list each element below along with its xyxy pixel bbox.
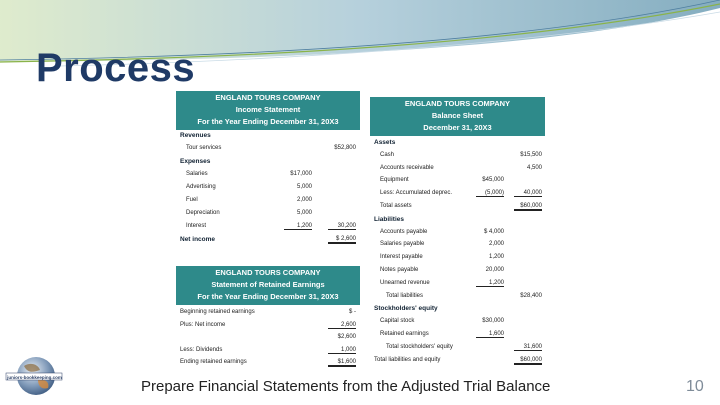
row-label: Equipment xyxy=(380,177,409,184)
row-label: Salaries xyxy=(186,171,208,177)
row-value-inner: 1,600 xyxy=(476,331,504,338)
row-value-total: 1,000 xyxy=(328,347,356,354)
row-value-inner: $30,000 xyxy=(482,318,504,325)
statement-row xyxy=(374,293,542,302)
company-name: ENGLAND TOURS COMPANY xyxy=(215,268,321,277)
retained-earnings-statement xyxy=(176,266,360,372)
row-label: Interest payable xyxy=(380,254,423,261)
statement-period: December 31, 20X3 xyxy=(423,123,492,132)
row-label: Assets xyxy=(374,139,396,146)
row-label: Stockholders' equity xyxy=(374,305,438,313)
statement-row xyxy=(374,241,542,250)
row-label: Less: Accumulated deprec. xyxy=(380,190,453,197)
statement-row xyxy=(374,229,542,238)
balance-sheet-header xyxy=(370,97,545,136)
row-label: Capital stock xyxy=(380,318,415,325)
statement-period: For the Year Ending December 31, 20X3 xyxy=(197,117,339,126)
row-value-total: $1,600 xyxy=(328,359,356,367)
row-value-total: $52,800 xyxy=(334,145,356,151)
statement-row xyxy=(180,359,356,368)
row-label: Revenues xyxy=(180,132,211,139)
statement-row xyxy=(374,331,542,340)
company-name: ENGLAND TOURS COMPANY xyxy=(215,93,321,102)
statement-row xyxy=(374,190,542,199)
statement-row xyxy=(374,152,542,161)
row-label: Cash xyxy=(380,151,395,158)
statement-row xyxy=(180,322,356,331)
row-label: Total stockholders' equity xyxy=(386,343,453,350)
row-value-inner: 5,000 xyxy=(296,184,312,190)
statement-row xyxy=(180,309,356,318)
row-label: Retained earnings xyxy=(380,331,429,337)
row-label: Beginning retained earnings xyxy=(180,309,255,315)
statement-name: Balance Sheet xyxy=(431,111,484,120)
row-value-inner: 1,200 xyxy=(284,223,312,230)
row-value-total: $60,000 xyxy=(514,203,542,211)
row-value-inner: 5,000 xyxy=(296,210,312,216)
income-statement xyxy=(176,91,360,247)
balance-sheet xyxy=(370,97,545,367)
page-number: 10 xyxy=(686,378,704,395)
statement-row xyxy=(374,203,542,212)
row-value-inner: 2,000 xyxy=(296,197,312,203)
row-label: Less: Dividends xyxy=(180,346,223,353)
statement-row xyxy=(180,210,356,219)
row-label: Expenses xyxy=(180,158,211,165)
statement-row xyxy=(374,280,542,289)
row-label: Salaries payable xyxy=(380,241,425,248)
statement-row xyxy=(180,223,356,232)
statement-row xyxy=(180,236,356,245)
statement-row xyxy=(180,171,356,180)
row-label: Total liabilities and equity xyxy=(374,356,441,363)
statement-row xyxy=(374,357,542,366)
row-value-inner: (5,000) xyxy=(476,190,504,197)
row-value-total: 30,200 xyxy=(328,223,356,230)
row-value-inner: $17,000 xyxy=(290,171,312,177)
row-value-total: $ 2,600 xyxy=(328,236,356,244)
statement-period: For the Year Ending December 31, 20X3 xyxy=(197,292,339,301)
statement-row xyxy=(374,254,542,263)
row-value-total: $2,600 xyxy=(337,334,356,340)
slide-footer: Prepare Financial Statements from the Adjusted Trial Balance xyxy=(141,378,551,395)
statement-row xyxy=(374,344,542,353)
row-label: Accounts receivable xyxy=(380,164,434,171)
statement-row xyxy=(374,216,542,225)
statement-row xyxy=(374,267,542,276)
row-label: Total liabilities xyxy=(386,292,424,299)
row-value-total: $ - xyxy=(348,309,356,315)
statement-row xyxy=(180,184,356,193)
row-label: Depreciation xyxy=(186,210,220,216)
row-label: Unearned revenue xyxy=(380,279,430,286)
statement-row xyxy=(374,305,542,314)
row-value-total: 4,500 xyxy=(526,164,542,171)
row-value-inner: 2,000 xyxy=(488,241,504,248)
statement-name: Income Statement xyxy=(235,105,301,114)
row-value-total: 31,600 xyxy=(514,344,542,351)
row-label: Plus: Net income xyxy=(180,321,226,328)
row-value-inner: 1,200 xyxy=(476,280,504,287)
row-value-inner: $45,000 xyxy=(482,177,504,184)
statement-row xyxy=(374,165,542,174)
row-label: Accounts payable xyxy=(380,228,428,235)
row-label: Net income xyxy=(180,236,216,243)
retained-earnings-header xyxy=(176,266,360,305)
row-value-inner: 1,200 xyxy=(488,254,504,261)
slide-title: Process xyxy=(36,46,196,90)
income-statement-header xyxy=(176,91,360,130)
statement-row xyxy=(374,318,542,327)
row-value-inner: $ 4,000 xyxy=(483,228,504,235)
row-label: Fuel xyxy=(186,197,198,203)
row-label: Tour services xyxy=(186,145,222,151)
statement-row xyxy=(374,177,542,186)
company-name: ENGLAND TOURS COMPANY xyxy=(404,99,511,108)
statement-row xyxy=(180,158,356,167)
row-label: Notes payable xyxy=(380,267,419,273)
statement-row xyxy=(180,145,356,154)
row-label: Total assets xyxy=(380,203,412,209)
statement-row xyxy=(374,139,542,148)
logo-text: juniors-bookkeeping.com xyxy=(7,375,62,380)
statement-row xyxy=(180,347,356,356)
statement-row xyxy=(180,197,356,206)
statement-row xyxy=(180,334,356,343)
statement-name: Statement of Retained Earnings xyxy=(211,280,325,289)
row-value-total: $28,400 xyxy=(520,292,542,299)
row-value-inner: 20,000 xyxy=(485,267,504,273)
row-label: Interest xyxy=(186,223,207,229)
row-label: Liabilities xyxy=(374,215,404,223)
row-label: Advertising xyxy=(186,184,216,190)
row-label: Ending retained earnings xyxy=(180,359,247,365)
row-value-total: 2,600 xyxy=(328,322,356,329)
row-value-total: $15,500 xyxy=(520,151,542,158)
row-value-total: 40,000 xyxy=(514,190,542,197)
statement-row xyxy=(180,132,356,141)
row-value-total: $60,000 xyxy=(514,357,542,365)
